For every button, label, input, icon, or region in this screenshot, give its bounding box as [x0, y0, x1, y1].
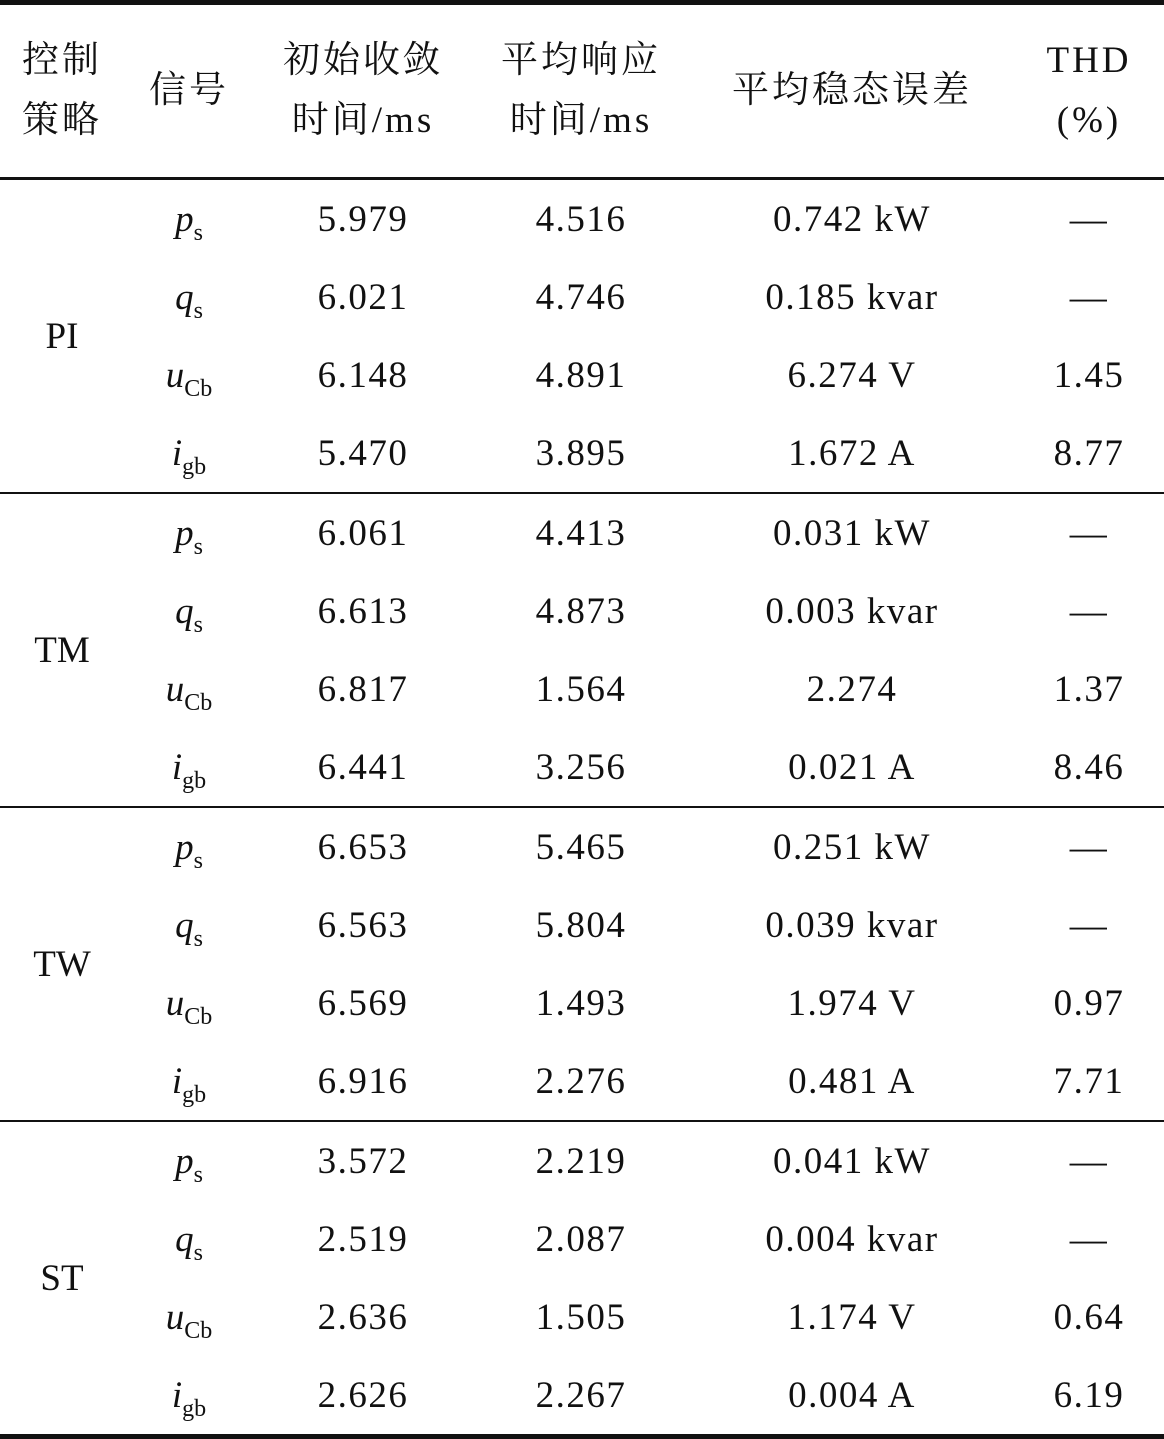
response-time-cell: 5.804 [535, 904, 627, 946]
strategy-group [0, 179, 1164, 494]
table-row [0, 1356, 1164, 1437]
signal-symbol [175, 276, 203, 324]
header-row [0, 3, 1164, 179]
response-time-cell: 4.516 [535, 198, 627, 240]
steady-error-cell: 0.004 A [788, 1374, 916, 1416]
response-time-cell: 2.276 [535, 1060, 627, 1102]
steady-error-cell: 0.021 A [788, 746, 916, 788]
thd-cell: — [1069, 198, 1109, 240]
signal-cell [124, 964, 254, 1042]
table-row [0, 1042, 1164, 1121]
steady-error-cell: 0.031 kW [773, 512, 931, 554]
convergence-time-cell: 5.470 [317, 432, 409, 474]
thd-cell: 7.71 [1053, 1060, 1125, 1102]
table-row [0, 336, 1164, 414]
convergence-time-cell: 2.626 [317, 1374, 409, 1416]
thd-cell: — [1069, 590, 1109, 632]
signal-symbol [175, 904, 203, 952]
signal-variable: u [165, 1296, 185, 1338]
steady-error-cell: 0.039 kvar [765, 904, 939, 946]
convergence-time-cell: 6.563 [317, 904, 409, 946]
convergence-time-cell: 6.148 [317, 354, 409, 396]
signal-variable: i [171, 746, 183, 788]
table-header [0, 3, 1164, 179]
response-time-cell: 4.891 [535, 354, 627, 396]
table-row [0, 728, 1164, 807]
response-time-cell: 4.873 [535, 590, 627, 632]
thd-cell: — [1069, 826, 1109, 868]
signal-variable: p [175, 512, 194, 554]
signal-symbol [171, 746, 207, 794]
convergence-time-cell: 6.916 [317, 1060, 409, 1102]
response-time-cell: 3.256 [535, 746, 627, 788]
signal-symbol [175, 512, 203, 560]
table-row [0, 258, 1164, 336]
thd-cell: — [1069, 1218, 1109, 1260]
strategy-group [0, 493, 1164, 807]
convergence-time-cell: 6.061 [317, 512, 409, 554]
table-row [0, 1121, 1164, 1200]
convergence-time-cell: 6.653 [317, 826, 409, 868]
steady-error-cell: 0.742 kW [773, 198, 931, 240]
header-convergence-line: 时间/ms [291, 100, 435, 141]
header-response-time [472, 3, 690, 179]
steady-error-cell: 0.251 kW [773, 826, 931, 868]
header-thd-line: THD [1046, 40, 1132, 81]
signal-cell [124, 258, 254, 336]
signal-variable: u [165, 668, 185, 710]
signal-symbol [175, 826, 203, 874]
header-response-line: 平均响应 [501, 40, 661, 81]
thd-cell: — [1069, 904, 1109, 946]
signal-symbol [175, 198, 203, 246]
signal-subscript: s [193, 533, 203, 560]
table-row [0, 964, 1164, 1042]
response-time-cell: 2.087 [535, 1218, 627, 1260]
table-row [0, 886, 1164, 964]
table-row [0, 650, 1164, 728]
signal-cell [124, 1121, 254, 1200]
header-response-line: 时间/ms [509, 100, 653, 141]
header-strategy [0, 3, 124, 179]
signal-symbol [171, 432, 207, 480]
signal-variable: p [175, 1140, 194, 1182]
convergence-time-cell: 6.817 [317, 668, 409, 710]
convergence-time-cell: 2.519 [317, 1218, 409, 1260]
convergence-time-cell: 2.636 [317, 1296, 409, 1338]
convergence-time-cell: 6.569 [317, 982, 409, 1024]
thd-cell: 8.77 [1053, 432, 1125, 474]
signal-cell [124, 572, 254, 650]
signal-variable: q [175, 276, 194, 318]
signal-variable: q [175, 590, 194, 632]
signal-subscript: Cb [184, 375, 213, 402]
signal-subscript: s [193, 1239, 203, 1266]
strategy-label: ST [40, 1257, 84, 1299]
table-row [0, 179, 1164, 259]
signal-subscript: Cb [184, 1003, 213, 1030]
thd-cell: 0.97 [1053, 982, 1125, 1024]
strategy-label: PI [45, 315, 79, 357]
steady-error-cell: 0.004 kvar [765, 1218, 939, 1260]
signal-symbol [175, 1218, 203, 1266]
signal-symbol [171, 1060, 207, 1108]
signal-cell [124, 1042, 254, 1121]
signal-variable: i [171, 432, 183, 474]
strategy-label: TM [34, 629, 90, 671]
response-time-cell: 5.465 [535, 826, 627, 868]
signal-symbol [175, 590, 203, 638]
steady-error-cell: 6.274 V [787, 354, 917, 396]
response-time-cell: 2.219 [535, 1140, 627, 1182]
signal-variable: p [175, 826, 194, 868]
response-time-cell: 4.413 [535, 512, 627, 554]
signal-subscript: Cb [184, 689, 213, 716]
signal-variable: i [171, 1374, 183, 1416]
signal-variable: u [165, 354, 185, 396]
thd-cell: 8.46 [1053, 746, 1125, 788]
table-row [0, 1278, 1164, 1356]
response-time-cell: 4.746 [535, 276, 627, 318]
header-convergence-time [254, 3, 472, 179]
thd-cell: 1.45 [1053, 354, 1125, 396]
convergence-time-cell: 6.441 [317, 746, 409, 788]
table-row [0, 493, 1164, 572]
convergence-time-cell: 5.979 [317, 198, 409, 240]
signal-symbol [165, 354, 213, 402]
signal-variable: i [171, 1060, 183, 1102]
response-time-cell: 2.267 [535, 1374, 627, 1416]
signal-variable: q [175, 904, 194, 946]
header-thd [1014, 3, 1164, 179]
response-time-cell: 1.505 [535, 1296, 627, 1338]
steady-error-cell: 1.672 A [788, 432, 916, 474]
table-row [0, 414, 1164, 493]
table-row [0, 807, 1164, 886]
steady-error-cell: 0.185 kvar [765, 276, 939, 318]
strategy-label: TW [33, 943, 91, 985]
table-row [0, 572, 1164, 650]
steady-error-cell: 0.041 kW [773, 1140, 931, 1182]
response-time-cell: 3.895 [535, 432, 627, 474]
steady-error-cell: 0.003 kvar [765, 590, 939, 632]
steady-error-cell: 0.481 A [788, 1060, 916, 1102]
signal-subscript: s [193, 297, 203, 324]
signal-subscript: gb [182, 1081, 207, 1108]
signal-cell [124, 493, 254, 572]
thd-cell: — [1069, 1140, 1109, 1182]
signal-subscript: s [193, 1161, 203, 1188]
signal-cell [124, 336, 254, 414]
header-steady-error-label: 平均稳态误差 [732, 70, 972, 111]
signal-symbol [175, 1140, 203, 1188]
signal-cell [124, 650, 254, 728]
header-signal-label: 信号 [149, 70, 229, 111]
signal-variable: q [175, 1218, 194, 1260]
signal-cell [124, 1356, 254, 1437]
signal-cell [124, 179, 254, 259]
signal-cell [124, 1200, 254, 1278]
signal-variable: u [165, 982, 185, 1024]
thd-cell: 1.37 [1053, 668, 1125, 710]
response-time-cell: 1.564 [535, 668, 627, 710]
signal-subscript: s [193, 219, 203, 246]
steady-error-cell: 1.174 V [787, 1296, 917, 1338]
convergence-time-cell: 6.613 [317, 590, 409, 632]
signal-subscript: gb [182, 1395, 207, 1422]
header-thd-line: (%) [1056, 100, 1122, 141]
header-steady-error [690, 3, 1014, 179]
thd-cell: 0.64 [1053, 1296, 1125, 1338]
header-strategy-line: 策略 [22, 100, 102, 141]
signal-symbol [165, 1296, 213, 1344]
header-strategy-line: 控制 [22, 40, 102, 81]
signal-subscript: s [193, 847, 203, 874]
signal-cell [124, 886, 254, 964]
table-row [0, 1200, 1164, 1278]
signal-subscript: gb [182, 767, 207, 794]
signal-subscript: Cb [184, 1317, 213, 1344]
thd-cell: — [1069, 276, 1109, 318]
steady-error-cell: 2.274 [806, 668, 898, 710]
signal-symbol [165, 668, 213, 716]
signal-symbol [165, 982, 213, 1030]
signal-subscript: s [193, 611, 203, 638]
strategy-group [0, 1121, 1164, 1437]
convergence-time-cell: 3.572 [317, 1140, 409, 1182]
signal-subscript: gb [182, 453, 207, 480]
signal-symbol [171, 1374, 207, 1422]
signal-cell [124, 807, 254, 886]
signal-cell [124, 414, 254, 493]
signal-variable: p [175, 198, 194, 240]
header-signal [124, 3, 254, 179]
thd-cell: 6.19 [1053, 1374, 1125, 1416]
convergence-time-cell: 6.021 [317, 276, 409, 318]
response-time-cell: 1.493 [535, 982, 627, 1024]
header-convergence-line: 初始收敛 [283, 40, 443, 81]
signal-cell [124, 728, 254, 807]
thd-cell: — [1069, 512, 1109, 554]
signal-subscript: s [193, 925, 203, 952]
strategy-group [0, 807, 1164, 1121]
signal-cell [124, 1278, 254, 1356]
steady-error-cell: 1.974 V [787, 982, 917, 1024]
